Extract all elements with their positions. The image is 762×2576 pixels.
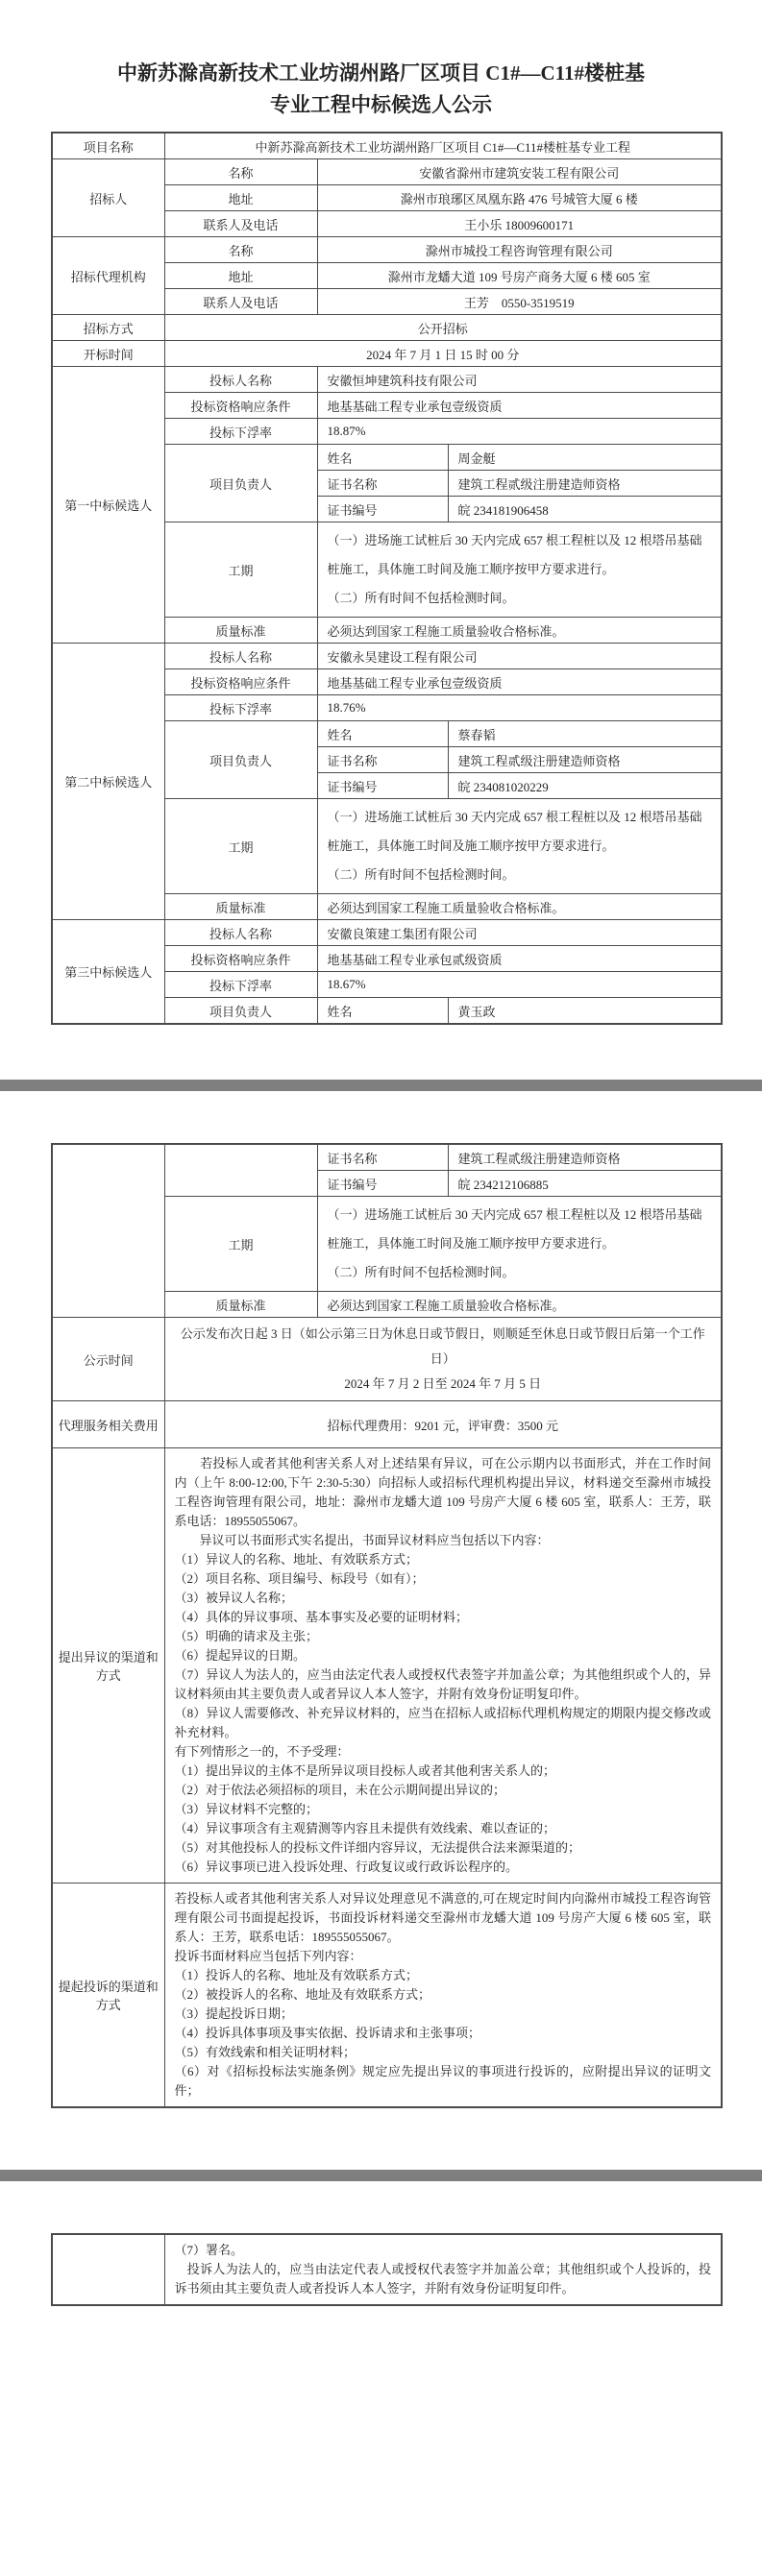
tenderee-contact-value: 王小乐 18009600171	[317, 211, 722, 237]
complaint-paragraph: 投诉书面材料应当包括下列内容：	[174, 1949, 362, 1963]
candidate-2-discount-value: 18.76%	[317, 695, 722, 721]
page-separator-1	[0, 1080, 762, 1091]
cert-name-label: 证书名称	[317, 747, 448, 773]
table-row	[52, 1144, 722, 1171]
objection-paragraph: （8）异议人需要修改、补充异议材料的，应当在招标人或招标代理机构规定的期限内提交修改或补充材料。	[174, 1706, 711, 1739]
candidate-1-discount-value: 18.87%	[317, 419, 722, 445]
candidate-2-qualification-value: 地基基础工程专业承包壹级资质	[317, 669, 722, 695]
candidate-3-section-continued-cell	[52, 1144, 164, 1318]
table-row	[52, 1401, 722, 1448]
page-3	[0, 2181, 762, 2576]
candidate-2-duration-value	[317, 799, 722, 894]
tender-method-label: 招标方式	[52, 315, 164, 341]
complaint-paragraph: 投诉人为法人的，应当由法定代表人或授权代表签字并加盖公章；其他组织或个人投诉的，投诉书须由其主要负责人或者投诉人本人签字，并附有效身份证明复印件。	[174, 2262, 711, 2296]
tenderee-contact-label: 联系人及电话	[164, 211, 317, 237]
qualification-label: 投标资格响应条件	[164, 393, 317, 419]
candidate-2-cert-name-value: 建筑工程贰级注册建造师资格	[448, 747, 722, 773]
duration-clause-1: （一）进场施工试桩后 30 天内完成 657 根工程桩以及 12 根塔吊基础桩施工，具体施工时间及施工顺序按甲方要求进行。	[327, 533, 702, 576]
complaint-channel-continued-cell	[52, 2234, 164, 2305]
complaint-channel-content	[164, 1883, 722, 2108]
table-row	[52, 2234, 722, 2305]
candidate-3-duration-value	[317, 1197, 722, 1292]
tenderee-section-label: 招标人	[52, 159, 164, 237]
qualification-label: 投标资格响应条件	[164, 946, 317, 972]
agency-fee-value: 招标代理费用：9201 元，评审费：3500 元	[164, 1401, 722, 1448]
person-continued-cell	[164, 1144, 317, 1197]
objection-channel-content	[164, 1448, 722, 1883]
complaint-paragraph: （3）提起投诉日期；	[174, 2006, 294, 2021]
bid-result-table-page-2	[51, 1143, 723, 2108]
duration-clause-2: （二）所有时间不包括检测时间。	[327, 591, 515, 605]
complaint-paragraph: （1）投诉人的名称、地址及有效联系方式；	[174, 1968, 419, 1982]
quality-label: 质量标准	[164, 618, 317, 644]
agency-contact-label: 联系人及电话	[164, 289, 317, 315]
table-row	[52, 315, 722, 341]
complaint-paragraph: （7）署名。	[174, 2243, 244, 2257]
project-name-value: 中新苏滁高新技术工业坊湖州路厂区项目 C1#—C11#楼桩基专业工程	[164, 133, 722, 159]
tender-method-value: 公开招标	[164, 315, 722, 341]
complaint-channel-content-continued	[164, 2234, 722, 2305]
duration-clause-1: （一）进场施工试桩后 30 天内完成 657 根工程桩以及 12 根塔吊基础桩施工，具体施工时间及施工顺序按甲方要求进行。	[327, 810, 702, 853]
tenderee-name-value: 安徽省滁州市建筑安装工程有限公司	[317, 159, 722, 185]
bid-result-table-page-3	[51, 2233, 723, 2306]
candidate-2-section-label: 第二中标候选人	[52, 644, 164, 920]
page-separator-2	[0, 2170, 762, 2181]
agency-name-label: 名称	[164, 237, 317, 263]
table-row	[52, 367, 722, 393]
publicity-period-text: 公示发布次日起 3 日（如公示第三日为休息日或节假日，则顺延至休息日或节假日后第一个工作日）	[180, 1326, 705, 1366]
qualification-label: 投标资格响应条件	[164, 669, 317, 695]
objection-paragraph: （6）提起异议的日期。	[174, 1648, 307, 1663]
candidate-3-person-name-value: 黄玉政	[448, 998, 722, 1025]
bidder-label: 投标人名称	[164, 367, 317, 393]
quality-label: 质量标准	[164, 894, 317, 920]
duration-clause-2: （二）所有时间不包括检测时间。	[327, 867, 515, 882]
complaint-paragraph: （2）被投诉人的名称、地址及有效联系方式；	[174, 1987, 431, 2002]
cert-name-label: 证书名称	[317, 471, 448, 497]
objection-paragraph: （3）被异议人名称；	[174, 1591, 294, 1605]
complaint-paragraph: 若投标人或者其他利害关系人对异议处理意见不满意的,可在规定时间内向滁州市城投工程咨询管理有限公司书面提起投诉，书面投诉材料递交至滁州市龙蟠大道 109 号房产大厦 6 楼 605 室，联系人：王芳，联系电话：189555055067。	[174, 1891, 711, 1944]
objection-paragraph: （5）对其他投标人的投标文件详细内容异议，无法提供合法来源渠道的；	[174, 1840, 581, 1855]
bid-result-table-page-1	[51, 132, 723, 1025]
candidate-1-person-name-value: 周金艇	[448, 445, 722, 471]
publicity-time-value	[164, 1318, 722, 1401]
agency-address-label: 地址	[164, 263, 317, 289]
objection-paragraph: （7）异议人为法人的，应当由法定代表人或授权代表签字并加盖公章；为其他组织或个人的，异议材料须由其主要负责人或者异议人本人签字，并附有效身份证明复印件。	[174, 1667, 711, 1701]
candidate-3-discount-value: 18.67%	[317, 972, 722, 998]
objection-paragraph: 有下列情形之一的，不予受理：	[174, 1744, 350, 1759]
candidate-1-bidder-value: 安徽恒坤建筑科技有限公司	[317, 367, 722, 393]
person-label: 项目负责人	[164, 721, 317, 799]
candidate-2-person-name-value: 蔡春韬	[448, 721, 722, 747]
objection-paragraph: （3）异议材料不完整的；	[174, 1802, 319, 1816]
objection-paragraph: （1）提出异议的主体不是所异议项目投标人或者其他利害关系人的；	[174, 1763, 556, 1778]
quality-label: 质量标准	[164, 1292, 317, 1318]
project-name-label: 项目名称	[52, 133, 164, 159]
objection-paragraph: （2）项目名称、项目编号、标段号（如有）；	[174, 1571, 425, 1586]
table-row	[52, 341, 722, 367]
objection-paragraph: （6）异议事项已进入投诉处理、行政复议或行政诉讼程序的。	[174, 1859, 519, 1874]
objection-channel-label: 提出异议的渠道和方式	[52, 1448, 164, 1883]
title-line-2: 专业工程中标候选人公示	[270, 93, 492, 116]
objection-paragraph: 若投标人或者其他利害关系人对上述结果有异议，可在公示期内以书面形式，并在工作时间内（上午 8:00-12:00,下午 2:30-5:30）向招标人或招标代理机构提出异议，材料递交至滁州市城投工程咨询管理有限公司，地址：滁州市龙蟠大道 109 号房产大厦 6 楼 605 室，联系人：王芳，联系电话：18955055067。	[174, 1456, 711, 1528]
candidate-2-cert-no-value: 皖 234081020229	[448, 773, 722, 799]
tenderee-address-label: 地址	[164, 185, 317, 211]
table-row	[52, 133, 722, 159]
table-row	[52, 159, 722, 185]
cert-name-label: 证书名称	[317, 1144, 448, 1171]
complaint-channel-label: 提起投诉的渠道和方式	[52, 1883, 164, 2108]
bidder-label: 投标人名称	[164, 920, 317, 946]
candidate-1-cert-no-value: 皖 234181906458	[448, 497, 722, 522]
table-row	[52, 644, 722, 669]
tenderee-name-label: 名称	[164, 159, 317, 185]
objection-paragraph: （4）异议事项含有主观猜测等内容且未提供有效线索、难以查证的；	[174, 1821, 556, 1835]
person-name-label: 姓名	[317, 998, 448, 1025]
candidate-3-section-label: 第三中标候选人	[52, 920, 164, 1025]
agency-name-value: 滁州市城投工程咨询管理有限公司	[317, 237, 722, 263]
agency-section-label: 招标代理机构	[52, 237, 164, 315]
discount-label: 投标下浮率	[164, 419, 317, 445]
duration-clause-2: （二）所有时间不包括检测时间。	[327, 1265, 515, 1279]
publicity-dates: 2024 年 7 月 2 日至 2024 年 7 月 5 日	[344, 1376, 542, 1391]
candidate-1-cert-name-value: 建筑工程贰级注册建造师资格	[448, 471, 722, 497]
candidate-2-quality-value: 必须达到国家工程施工质量验收合格标准。	[317, 894, 722, 920]
complaint-paragraph: （6）对《招标投标法实施条例》规定应先提出异议的事项进行投诉的，应附提出异议的证明文件；	[174, 2064, 711, 2098]
person-name-label: 姓名	[317, 445, 448, 471]
title-line-1: 中新苏滁高新技术工业坊湖州路厂区项目 C1#—C11#楼桩基	[117, 61, 645, 85]
bidder-label: 投标人名称	[164, 644, 317, 669]
cert-no-label: 证书编号	[317, 1171, 448, 1197]
candidate-3-cert-no-value: 皖 234212106885	[448, 1171, 722, 1197]
candidate-3-qualification-value: 地基基础工程专业承包贰级资质	[317, 946, 722, 972]
duration-label: 工期	[164, 799, 317, 894]
candidate-1-qualification-value: 地基基础工程专业承包壹级资质	[317, 393, 722, 419]
agency-address-value: 滁州市龙蟠大道 109 号房产商务大厦 6 楼 605 室	[317, 263, 722, 289]
open-time-value: 2024 年 7 月 1 日 15 时 00 分	[164, 341, 722, 367]
person-name-label: 姓名	[317, 721, 448, 747]
agency-contact-value: 王芳 0550-3519519	[317, 289, 722, 315]
candidate-2-bidder-value: 安徽永昊建设工程有限公司	[317, 644, 722, 669]
tenderee-address-value: 滁州市琅琊区凤凰东路 476 号城管大厦 6 楼	[317, 185, 722, 211]
cert-no-label: 证书编号	[317, 773, 448, 799]
candidate-3-quality-value: 必须达到国家工程施工质量验收合格标准。	[317, 1292, 722, 1318]
publicity-time-label: 公示时间	[52, 1318, 164, 1401]
candidate-1-quality-value: 必须达到国家工程施工质量验收合格标准。	[317, 618, 722, 644]
candidate-3-cert-name-value: 建筑工程贰级注册建造师资格	[448, 1144, 722, 1171]
candidate-1-section-label: 第一中标候选人	[52, 367, 164, 644]
duration-label: 工期	[164, 1197, 317, 1292]
agency-fee-label: 代理服务相关费用	[52, 1401, 164, 1448]
objection-paragraph: （1）异议人的名称、地址、有效联系方式；	[174, 1552, 419, 1567]
table-row	[52, 237, 722, 263]
objection-paragraph: 异议可以书面形式实名提出，书面异议材料应当包括以下内容：	[174, 1533, 550, 1547]
table-row	[52, 1883, 722, 2108]
table-row	[52, 1318, 722, 1401]
page-1	[0, 0, 762, 1080]
open-time-label: 开标时间	[52, 341, 164, 367]
table-row	[52, 920, 722, 946]
objection-paragraph: （4）具体的异议事项、基本事实及必要的证明材料；	[174, 1610, 469, 1624]
table-row	[52, 1448, 722, 1883]
discount-label: 投标下浮率	[164, 695, 317, 721]
discount-label: 投标下浮率	[164, 972, 317, 998]
page-2	[0, 1091, 762, 2170]
person-label: 项目负责人	[164, 445, 317, 522]
complaint-paragraph: （4）投诉具体事项及事实依据、投诉请求和主张事项；	[174, 2026, 481, 2040]
objection-paragraph: （2）对于依法必须招标的项目，未在公示期间提出异议的；	[174, 1783, 506, 1797]
cert-no-label: 证书编号	[317, 497, 448, 522]
objection-paragraph: （5）明确的请求及主张；	[174, 1629, 319, 1643]
complaint-paragraph: （5）有效线索和相关证明材料；	[174, 2045, 356, 2059]
candidate-1-duration-value	[317, 522, 722, 618]
duration-clause-1: （一）进场施工试桩后 30 天内完成 657 根工程桩以及 12 根塔吊基础桩施工，具体施工时间及施工顺序按甲方要求进行。	[327, 1207, 702, 1251]
duration-label: 工期	[164, 522, 317, 618]
person-label: 项目负责人	[164, 998, 317, 1025]
announcement-title	[38, 58, 724, 121]
candidate-3-bidder-value: 安徽良策建工集团有限公司	[317, 920, 722, 946]
